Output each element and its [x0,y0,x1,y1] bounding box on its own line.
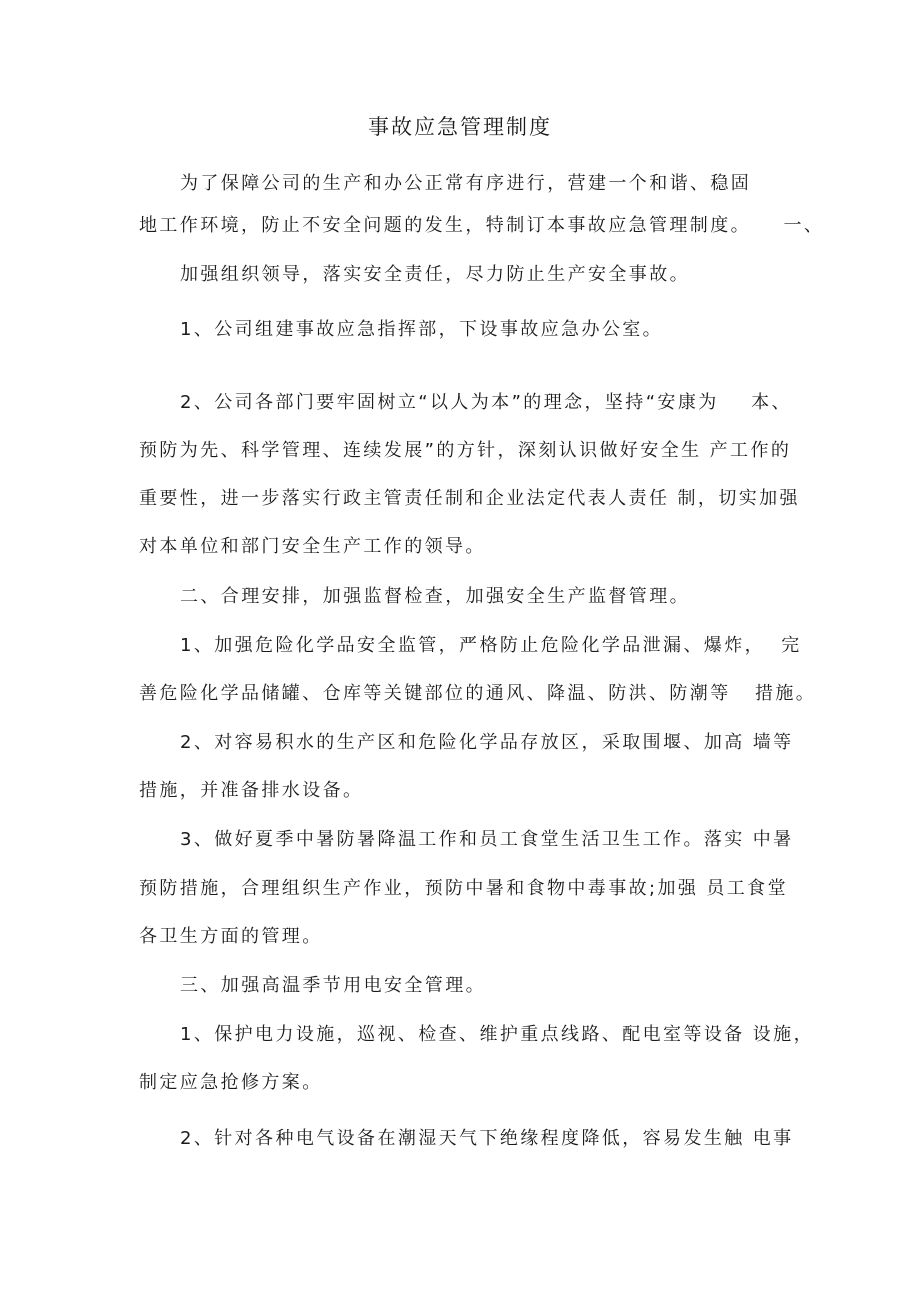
document-title: 事故应急管理制度 [368,115,552,139]
paragraph-line: 重要性，进一步落实行政主管责任制和企业法定代表人责任 制，切实加强 [139,488,800,509]
paragraph-line: 善危险化学品储罐、仓库等关键部位的通风、降温、防洪、防潮等 措施。 [139,683,817,704]
paragraph-line: 措施，并准备排水设备。 [139,780,364,801]
paragraph-line: 加强组织领导，落实安全责任，尽力防止生产安全事故。 [180,264,690,285]
paragraph-line: 1、公司组建事故应急指挥部，下设事故应急办公室。 [180,319,664,340]
paragraph-line: 预防为先、科学管理、连续发展”的方针，深刻认识做好安全生 产工作的 [139,440,792,461]
paragraph-line: 2、对容易积水的生产区和危险化学品存放区，采取围堰、加高 墙等 [180,732,794,753]
section-heading: 二、合理安排，加强监督检查，加强安全生产监督管理。 [180,586,690,607]
paragraph-line: 2、公司各部门要牢固树立“以人为本”的理念，坚持“安康为 本、 [180,392,792,413]
section-heading: 三、加强高温季节用电安全管理。 [180,975,486,996]
paragraph-line: 各卫生方面的管理。 [139,926,323,947]
paragraph-line: 对本单位和部门安全生产工作的领导。 [139,536,486,557]
paragraph-line: 预防措施，合理组织生产作业，预防中暑和食物中毒事故;加强 员工食堂 [139,878,788,899]
paragraph-line: 地工作环境，防止不安全问题的发生，特制订本事故应急管理制度。 一、 [139,215,825,236]
paragraph-line: 制定应急抢修方案。 [139,1072,323,1093]
paragraph-line: 1、保护电力设施，巡视、检查、维护重点线路、配电室等设备 设施， [180,1024,814,1045]
paragraph-line: 2、针对各种电气设备在潮湿天气下绝缘程度降低，容易发生触 电事 [180,1128,794,1149]
paragraph-line: 3、做好夏季中暑防暑降温工作和员工食堂生活卫生工作。落实 中暑 [180,829,794,850]
paragraph-line: 为了保障公司的生产和办公正常有序进行，营建一个和谐、稳固 [180,173,752,194]
paragraph-line: 1、加强危险化学品安全监管，严格防止危险化学品泄漏、爆炸， 完 [180,635,802,656]
